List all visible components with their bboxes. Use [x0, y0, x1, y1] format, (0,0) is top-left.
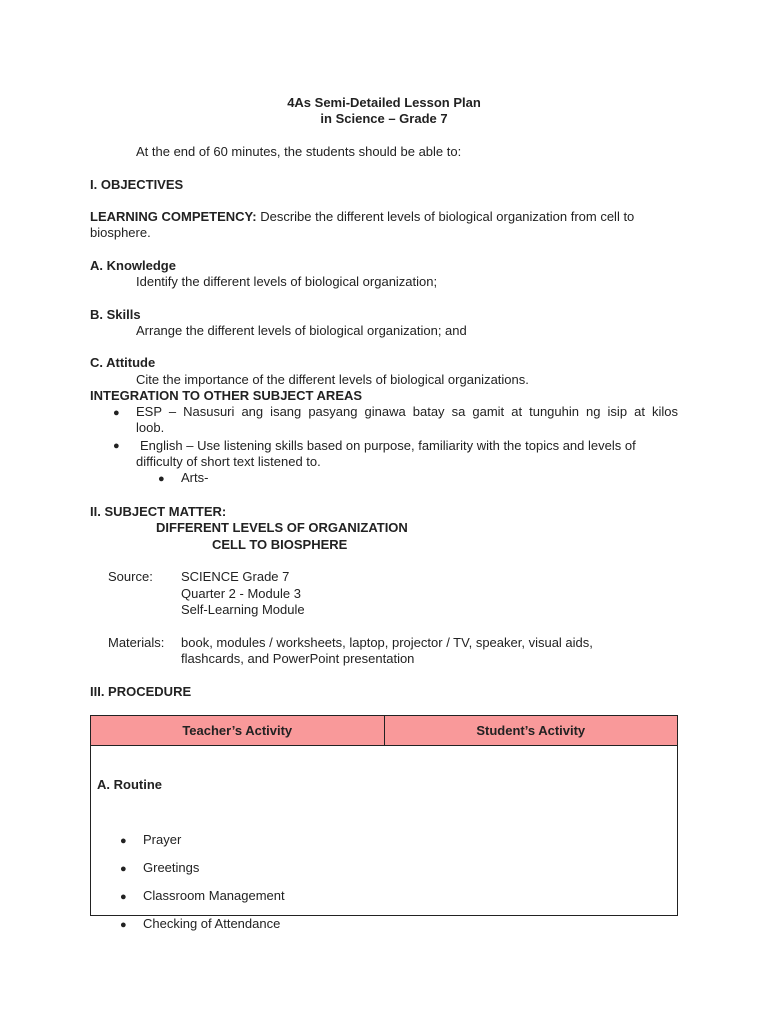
routine-label: A. Routine [97, 777, 162, 792]
table-header-row [91, 716, 678, 746]
table-row [91, 746, 678, 916]
source-line: Quarter 2 - Module 3 [181, 586, 301, 601]
student-activity-header: Student’s Activity [384, 716, 678, 746]
competency-text-cont: biosphere. [90, 225, 151, 240]
competency-text: Describe the different levels of biological organization from cell to [256, 209, 635, 224]
document-subtitle: in Science – Grade 7 [320, 111, 448, 126]
procedure-table [90, 715, 678, 931]
integration-esp: ESP – Nasusuri ang isang pasyang ginawa batay sa gamit at tunguhin ng isip at kilos [136, 404, 678, 419]
bullet-icon: ● [158, 473, 165, 485]
materials-text: book, modules / worksheets, laptop, projector / TV, speaker, visual aids, [181, 635, 593, 650]
source-line: Self-Learning Module [181, 602, 305, 617]
learning-competency [90, 209, 634, 225]
list-item: Greetings [143, 860, 200, 875]
topic-subtitle: CELL TO BIOSPHERE [212, 537, 348, 552]
attitude-text: Cite the importance of the different levels of biological organizations. [136, 372, 529, 387]
competency-label: LEARNING COMPETENCY: [90, 209, 257, 224]
list-item: Prayer [143, 832, 182, 847]
source-line: SCIENCE Grade 7 [181, 569, 290, 584]
bullet-icon: ● [120, 863, 127, 875]
intro-text: At the end of 60 minutes, the students should be able to: [136, 144, 462, 159]
knowledge-text: Identify the different levels of biological organization; [136, 274, 438, 289]
bullet-icon: ● [120, 891, 127, 903]
list-item: Checking of Attendance [143, 916, 281, 931]
routine-cell [91, 746, 678, 931]
bullet-icon: ● [113, 407, 120, 419]
objectives-heading: I. OBJECTIVES [90, 177, 184, 192]
integration-english-cont: difficulty of short text listened to. [136, 454, 321, 469]
integration-arts: Arts- [181, 470, 209, 485]
materials-label: Materials: [108, 635, 165, 650]
topic-title: DIFFERENT LEVELS OF ORGANIZATION [156, 520, 408, 535]
integration-english: English – Use listening skills based on purpose, familiarity with the topics and levels of [140, 438, 636, 453]
integration-esp-cont: loob. [136, 420, 165, 435]
subject-matter-heading: II. SUBJECT MATTER: [90, 504, 227, 519]
bullet-icon: ● [113, 440, 120, 452]
list-item: Classroom Management [143, 888, 285, 903]
bullet-icon: ● [120, 919, 127, 931]
attitude-label: C. Attitude [90, 355, 156, 370]
teacher-activity-header: Teacher’s Activity [91, 716, 385, 746]
document-title: 4As Semi-Detailed Lesson Plan [287, 95, 481, 110]
skills-label: B. Skills [90, 307, 141, 322]
materials-text-cont: flashcards, and PowerPoint presentation [181, 651, 415, 666]
procedure-heading: III. PROCEDURE [90, 684, 192, 699]
integration-heading: INTEGRATION TO OTHER SUBJECT AREAS [90, 388, 363, 403]
skills-text: Arrange the different levels of biological organization; and [136, 323, 467, 338]
bullet-icon: ● [120, 835, 127, 847]
knowledge-label: A. Knowledge [90, 258, 176, 273]
source-label: Source: [108, 569, 153, 584]
